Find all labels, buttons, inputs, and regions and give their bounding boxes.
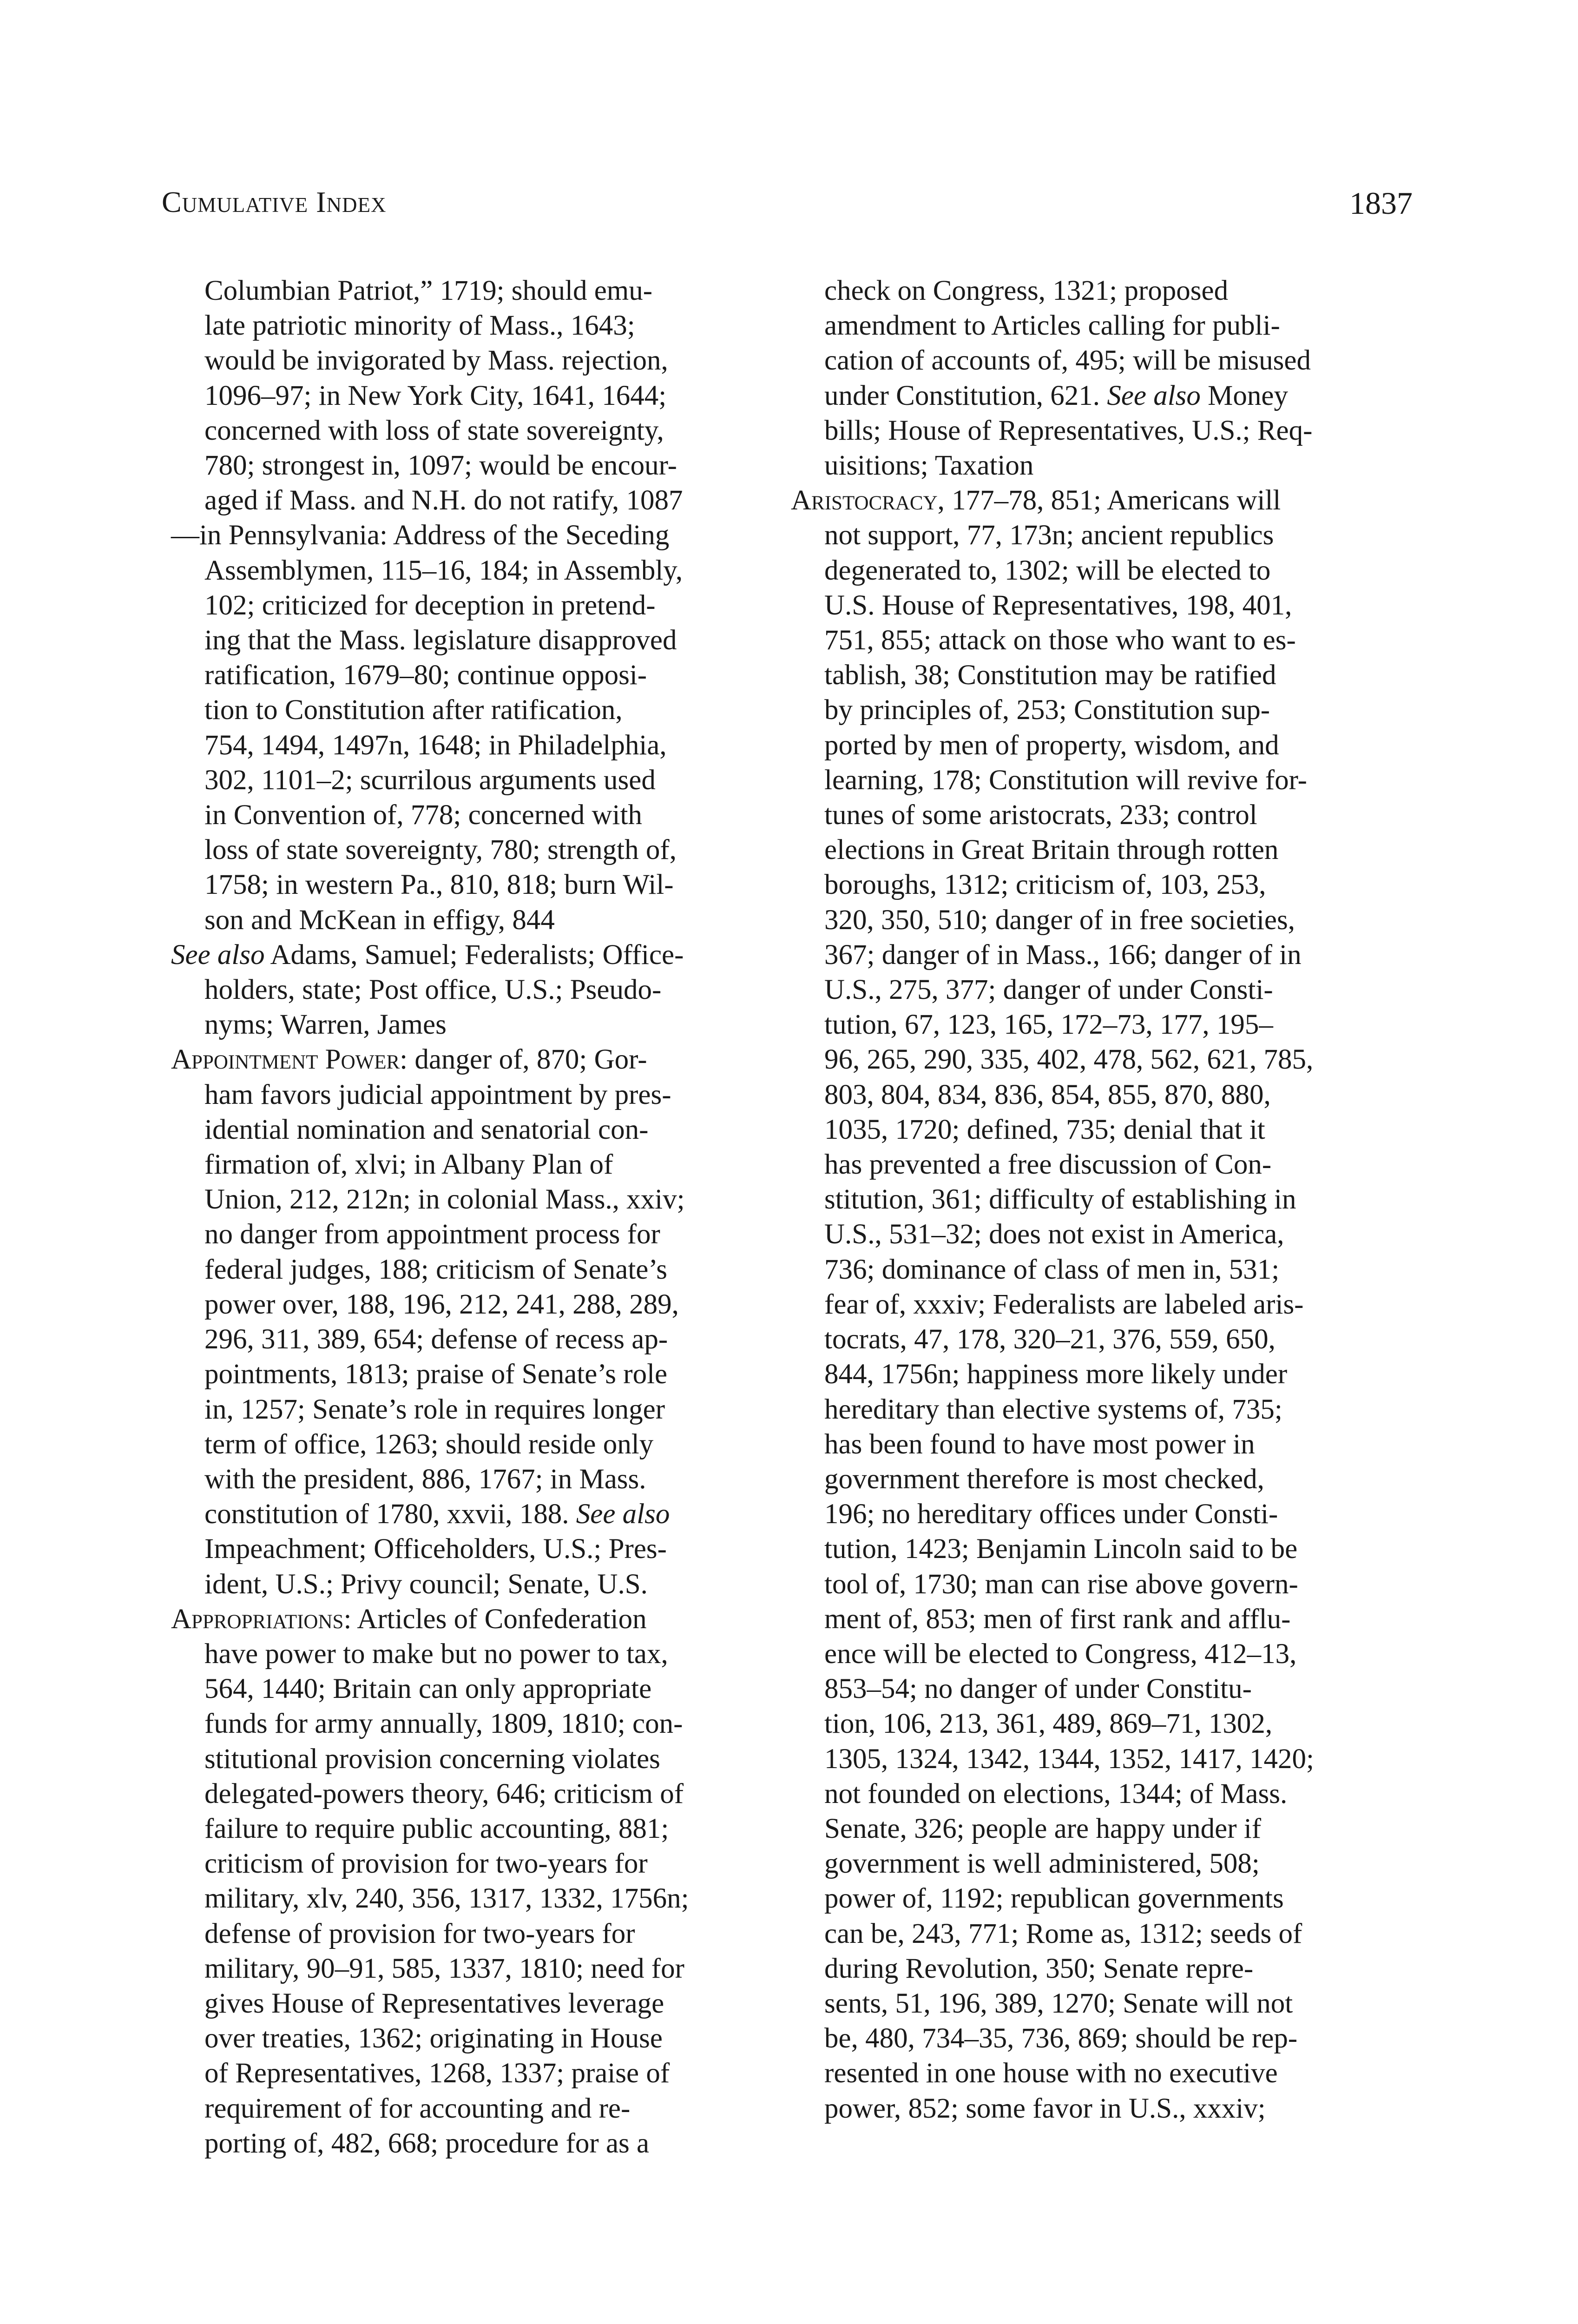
index-line: by principles of, 253; Constitution sup- bbox=[824, 694, 1270, 726]
index-line: delegated-powers theory, 646; criticism of bbox=[204, 1778, 684, 1809]
index-line: U.S., 275, 377; danger of under Consti- bbox=[824, 974, 1273, 1006]
index-line: failure to require public accounting, 881; bbox=[204, 1813, 669, 1844]
entry-heading: Appointment Power bbox=[171, 1044, 400, 1076]
index-line: cation of accounts of, 495; will be misused bbox=[824, 345, 1311, 376]
index-line: pointments, 1813; praise of Senate’s role bbox=[204, 1359, 668, 1390]
index-line: 96, 265, 290, 335, 402, 478, 562, 621, 785, bbox=[824, 1044, 1314, 1076]
index-line: 844, 1756n; happiness more likely under bbox=[824, 1359, 1288, 1390]
entry-text: under Constitution, 621. bbox=[824, 380, 1107, 411]
index-line: elections in Great Britain through rotten bbox=[824, 834, 1279, 866]
index-line: porting of, 482, 668; procedure for as a bbox=[204, 2127, 650, 2159]
entry-text: Adams, Samuel; Federalists; Office- bbox=[264, 939, 684, 971]
index-line: power, 852; some favor in U.S., xxxiv; bbox=[824, 2093, 1266, 2124]
index-line: U.S. House of Representatives, 198, 401, bbox=[824, 589, 1292, 621]
index-line bbox=[171, 1497, 757, 1532]
index-line: stitution, 361; difficulty of establishing in bbox=[824, 1184, 1296, 1215]
see-also-label: See also bbox=[171, 939, 265, 971]
index-line: ratification, 1679–80; continue opposi- bbox=[204, 660, 647, 691]
index-line: have power to make but no power to tax, bbox=[204, 1638, 668, 1670]
index-line: tion to Constitution after ratification, bbox=[204, 694, 623, 726]
index-line: hereditary than elective systems of, 735; bbox=[824, 1393, 1282, 1425]
index-line: ham favors judicial appointment by pres- bbox=[204, 1079, 671, 1110]
index-line: be, 480, 734–35, 736, 869; should be rep- bbox=[824, 2023, 1298, 2054]
index-line: late patriotic minority of Mass., 1643; bbox=[204, 310, 635, 342]
index-line: 1305, 1324, 1342, 1344, 1352, 1417, 1420; bbox=[824, 1743, 1314, 1775]
index-line: ence will be elected to Congress, 412–13, bbox=[824, 1638, 1297, 1670]
entry-text: , 177–78, 851; Americans will bbox=[937, 485, 1281, 516]
index-line: —in Pennsylvania: Address of the Seceding bbox=[171, 520, 670, 551]
index-line: tution, 67, 123, 165, 172–73, 177, 195– bbox=[824, 1009, 1273, 1041]
index-line: concerned with loss of state sovereignty, bbox=[204, 415, 664, 446]
index-line: bills; House of Representatives, U.S.; Req- bbox=[824, 415, 1313, 446]
index-line: 736; dominance of class of men in, 531; bbox=[824, 1254, 1280, 1285]
index-line: during Revolution, 350; Senate repre- bbox=[824, 1953, 1254, 1984]
index-line: 780; strongest in, 1097; would be encour- bbox=[204, 450, 677, 482]
index-line bbox=[791, 378, 1377, 413]
index-line: 754, 1494, 1497n, 1648; in Philadelphia, bbox=[204, 729, 667, 761]
index-line: ing that the Mass. legislature disapproved bbox=[204, 625, 677, 656]
index-line: 320, 350, 510; danger of in free societies, bbox=[824, 904, 1295, 936]
index-line: 803, 804, 834, 836, 854, 855, 870, 880, bbox=[824, 1079, 1271, 1110]
index-line: Columbian Patriot,” 1719; should emu- bbox=[204, 275, 653, 306]
index-line: has been found to have most power in bbox=[824, 1428, 1255, 1460]
index-line: not support, 77, 173n; ancient republics bbox=[824, 520, 1274, 551]
index-line: over treaties, 1362; originating in House bbox=[204, 2023, 663, 2054]
index-line: 751, 855; attack on those who want to es- bbox=[824, 625, 1296, 656]
see-also-label: See also bbox=[1107, 380, 1201, 411]
index-line: aged if Mass. and N.H. do not ratify, 1087 bbox=[204, 485, 683, 516]
index-line: amendment to Articles calling for publi- bbox=[824, 310, 1280, 342]
page-number: 1837 bbox=[1349, 185, 1413, 221]
index-line bbox=[171, 1042, 757, 1077]
index-line: criticism of provision for two-years for bbox=[204, 1848, 648, 1880]
index-line: in Convention of, 778; concerned with bbox=[204, 799, 642, 831]
index-line bbox=[791, 483, 1377, 518]
index-line: tion, 106, 213, 361, 489, 869–71, 1302, bbox=[824, 1708, 1273, 1740]
index-line: of Representatives, 1268, 1337; praise of bbox=[204, 2058, 670, 2089]
index-line: ported by men of property, wisdom, and bbox=[824, 729, 1279, 761]
index-line: stitutional provision concerning violates bbox=[204, 1743, 660, 1775]
index-line: ident, U.S.; Privy council; Senate, U.S. bbox=[204, 1568, 648, 1600]
index-line: U.S., 531–32; does not exist in America, bbox=[824, 1219, 1284, 1250]
index-line: Senate, 326; people are happy under if bbox=[824, 1813, 1262, 1844]
index-line: tocrats, 47, 178, 320–21, 376, 559, 650, bbox=[824, 1324, 1276, 1355]
index-line bbox=[171, 1602, 757, 1637]
entry-text: : Articles of Confederation bbox=[343, 1603, 647, 1635]
index-line: degenerated to, 1302; will be elected to bbox=[824, 555, 1271, 586]
index-line: 296, 311, 389, 654; defense of recess ap- bbox=[204, 1324, 668, 1355]
index-line: 302, 1101–2; scurrilous arguments used bbox=[204, 764, 656, 796]
index-line: uisitions; Taxation bbox=[824, 450, 1034, 482]
index-line: boroughs, 1312; criticism of, 103, 253, bbox=[824, 869, 1266, 901]
index-line: ment of, 853; men of first rank and afflu- bbox=[824, 1603, 1291, 1635]
index-line: has prevented a free discussion of Con- bbox=[824, 1149, 1272, 1181]
index-line: learning, 178; Constitution will revive for- bbox=[824, 764, 1307, 796]
index-line: would be invigorated by Mass. rejection, bbox=[204, 345, 668, 376]
index-line: power of, 1192; republican governments bbox=[824, 1883, 1284, 1915]
index-line: federal judges, 188; criticism of Senate’s bbox=[204, 1254, 668, 1285]
index-line: military, 90–91, 585, 1337, 1810; need for bbox=[204, 1953, 684, 1984]
index-line: term of office, 1263; should reside only bbox=[204, 1428, 654, 1460]
entry-text: constitution of 1780, xxvii, 188. bbox=[204, 1499, 576, 1530]
index-line: funds for army annually, 1809, 1810; con- bbox=[204, 1708, 683, 1740]
index-line: government is well administered, 508; bbox=[824, 1848, 1260, 1880]
index-line: 1035, 1720; defined, 735; denial that it bbox=[824, 1114, 1265, 1145]
index-line: check on Congress, 1321; proposed bbox=[824, 275, 1229, 306]
index-line: tool of, 1730; man can rise above govern- bbox=[824, 1568, 1298, 1600]
running-head: Cumulative Index bbox=[162, 185, 387, 218]
index-line: loss of state sovereignty, 780; strength of, bbox=[204, 834, 677, 866]
index-line: 102; criticized for deception in pretend- bbox=[204, 589, 656, 621]
index-line: firmation of, xlvi; in Albany Plan of bbox=[204, 1149, 613, 1181]
entry-text: : danger of, 870; Gor- bbox=[400, 1044, 647, 1076]
index-line: not founded on elections, 1344; of Mass. bbox=[824, 1778, 1288, 1809]
index-line: holders, state; Post office, U.S.; Pseudo- bbox=[204, 974, 662, 1006]
index-line: 367; danger of in Mass., 166; danger of in bbox=[824, 939, 1302, 971]
index-line: tablish, 38; Constitution may be ratified bbox=[824, 660, 1276, 691]
index-line: idential nomination and senatorial con- bbox=[204, 1114, 649, 1145]
index-line: in, 1257; Senate’s role in requires longer bbox=[204, 1393, 665, 1425]
entry-text: Money bbox=[1200, 380, 1288, 411]
see-also-label: See also bbox=[576, 1499, 670, 1530]
index-line: tunes of some aristocrats, 233; control bbox=[824, 799, 1257, 831]
index-line: tution, 1423; Benjamin Lincoln said to be bbox=[824, 1533, 1298, 1565]
index-line: requirement of for accounting and re- bbox=[204, 2093, 631, 2124]
index-line: fear of, xxxiv; Federalists are labeled aris- bbox=[824, 1288, 1304, 1320]
index-line: defense of provision for two-years for bbox=[204, 1918, 635, 1949]
index-line: resented in one house with no executive bbox=[824, 2058, 1278, 2089]
index-line: nyms; Warren, James bbox=[204, 1009, 447, 1041]
index-line: 1758; in western Pa., 810, 818; burn Wil- bbox=[204, 869, 674, 901]
index-line: gives House of Representatives leverage bbox=[204, 1987, 664, 2019]
entry-heading: Aristocracy bbox=[791, 485, 938, 516]
index-line: Assemblymen, 115–16, 184; in Assembly, bbox=[204, 555, 683, 586]
index-line: Union, 212, 212n; in colonial Mass., xxiv; bbox=[204, 1184, 685, 1215]
index-line: son and McKean in effigy, 844 bbox=[204, 904, 555, 936]
index-line: 564, 1440; Britain can only appropriate bbox=[204, 1673, 652, 1705]
index-line: sents, 51, 196, 389, 1270; Senate will not bbox=[824, 1987, 1293, 2019]
index-line bbox=[171, 938, 757, 972]
index-line: government therefore is most checked, bbox=[824, 1463, 1264, 1495]
index-line: Impeachment; Officeholders, U.S.; Pres- bbox=[204, 1533, 667, 1565]
index-line: no danger from appointment process for bbox=[204, 1219, 660, 1250]
entry-heading: Appropriations bbox=[171, 1603, 344, 1635]
index-line: can be, 243, 771; Rome as, 1312; seeds of bbox=[824, 1918, 1302, 1949]
index-column-right bbox=[791, 273, 1377, 2126]
index-column-left bbox=[171, 273, 757, 2161]
index-line: with the president, 886, 1767; in Mass. bbox=[204, 1463, 646, 1495]
index-line: 1096–97; in New York City, 1641, 1644; bbox=[204, 380, 667, 411]
index-line: power over, 188, 196, 212, 241, 288, 289, bbox=[204, 1288, 679, 1320]
index-line: 853–54; no danger of under Constitu- bbox=[824, 1673, 1252, 1705]
index-line: 196; no hereditary offices under Consti- bbox=[824, 1499, 1278, 1530]
index-line: military, xlv, 240, 356, 1317, 1332, 1756n; bbox=[204, 1883, 689, 1915]
